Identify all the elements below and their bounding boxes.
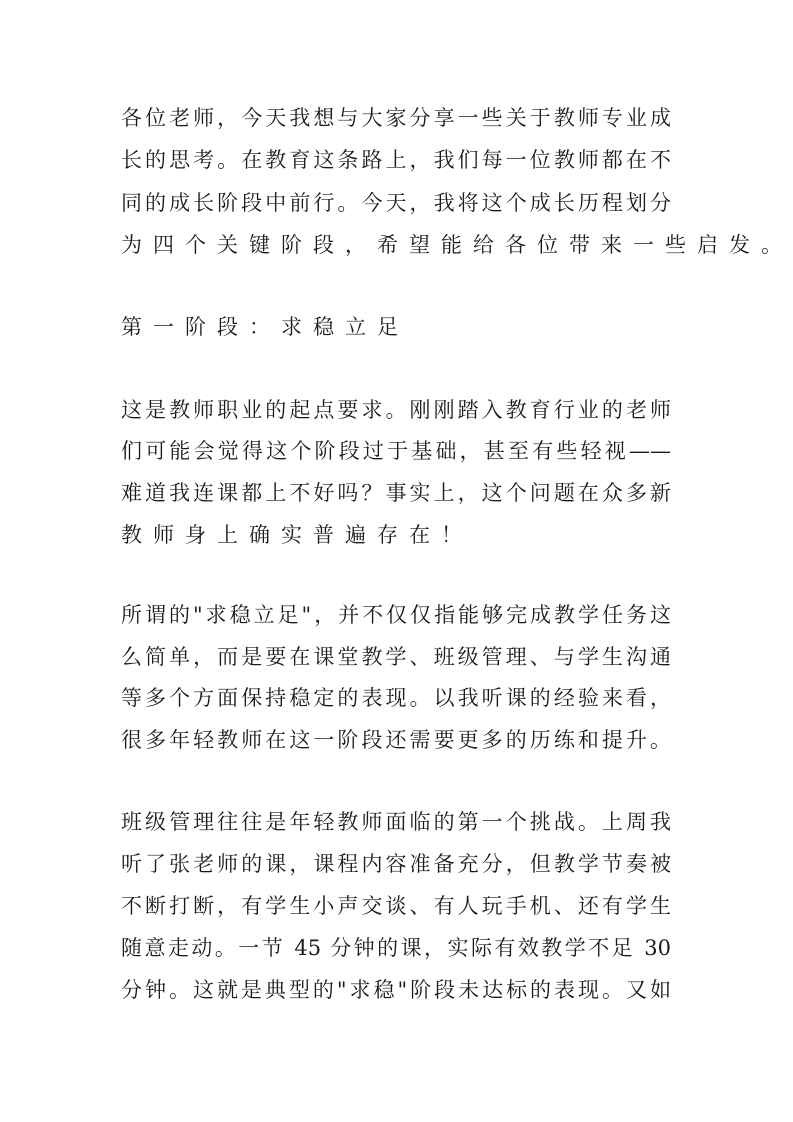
text-line: 难道我连课都上不好吗？事实上，这个问题在众多新 — [121, 481, 671, 505]
heading-text: 第一阶段：求稳立足 — [121, 315, 409, 339]
text-line: 等多个方面保持稳定的表现。以我听课的经验来看， — [121, 686, 671, 710]
text-line: 不断打断，有学生小声交谈、有人玩手机、还有学生 — [121, 894, 671, 918]
text-line: 随意走动。一节 45 分钟的课，实际有效教学不足 30 — [121, 936, 671, 960]
text-line: 所谓的"求稳立足"，并不仅仅指能够完成教学任务这 — [121, 603, 671, 627]
text-line: 这是教师职业的起点要求。刚刚踏入教育行业的老师 — [121, 398, 671, 422]
text-line: 们可能会觉得这个阶段过于基础，甚至有些轻视—— — [121, 439, 671, 463]
text-line: 长的思考。在教育这条路上，我们每一位教师都在不 — [121, 148, 671, 172]
text-line: 听了张老师的课，课程内容准备充分，但教学节奏被 — [121, 852, 671, 876]
text-line: 很多年轻教师在这一阶段还需要更多的历练和提升。 — [121, 728, 671, 752]
text-line: 分钟。这就是典型的"求稳"阶段未达标的表现。又如 — [121, 978, 671, 1002]
text-line: 班级管理往往是年轻教师面临的第一个挑战。上周我 — [121, 810, 671, 834]
text-line: 么简单，而是要在课堂教学、班级管理、与学生沟通 — [121, 645, 671, 669]
text-line: 教师身上确实普遍存在！ — [121, 523, 473, 547]
text-line: 为四个关键阶段，希望能给各位带来一些启发。 — [121, 233, 793, 257]
text-line: 同的成长阶段中前行。今天，我将这个成长历程划分 — [121, 191, 671, 215]
text-line: 各位老师，今天我想与大家分享一些关于教师专业成 — [121, 106, 671, 130]
